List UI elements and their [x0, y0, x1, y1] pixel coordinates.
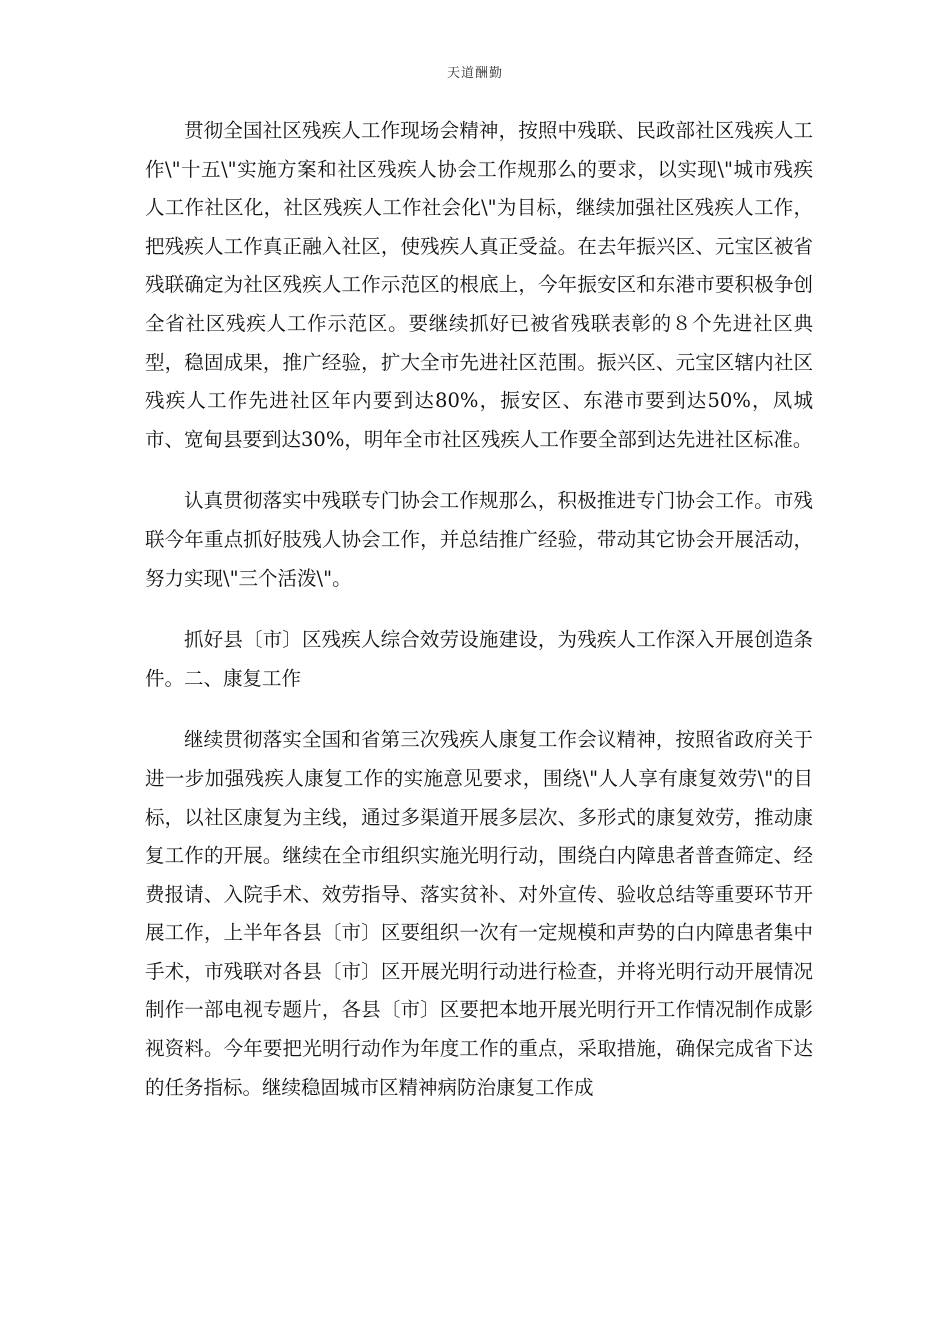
paragraph-special-associations: 认真贯彻落实中残联专门协会工作规那么，积极推进专门协会工作。市残联今年重点抓好肢残人协会工作，并总结推广经验，带动其它协会开展活动，努力实现\"三个活泼\"。 — [145, 489, 813, 590]
paragraph-service-facilities: 抓好县〔市〕区残疾人综合效劳设施建设，为残疾人工作深入开展创造条件。二、康复工作 — [145, 628, 813, 690]
paragraph-rehabilitation: 继续贯彻落实全国和省第三次残疾人康复工作会议精神，按照省政府关于进一步加强残疾人康复工作的实施意见要求，围绕\"人人享有康复效劳\"的目标，以社区康复为主线，通过多渠道开展多层次、多形式的康复效劳，推动康复工作的开展。继续在全市组织实施光明行动，围绕白内障患者普查筛定、经费报请、入院手术、效劳指导、落实贫补、对外宣传、验收总结等重要环节开展工作，上半年各县〔市〕区要组织一次有一定规模和声势的白内障患者集中手术，市残联对各县〔市〕区开展光明行动进行检查，并将光明行动开展情况制作一部电视专题片，各县〔市〕区要把本地开展光明行开工作情况制作成影视资料。今年要把光明行动作为年度工作的重点，采取措施，确保完成省下达的任务指标。继续稳固城市区精神病防治康复工作成 — [145, 728, 813, 1099]
page-header: 天道酬勤 — [446, 66, 503, 81]
document-body — [145, 112, 813, 1130]
paragraph-community-work: 贯彻全国社区残疾人工作现场会精神，按照中残联、民政部社区残疾人工作\"十五\"实施方案和社区残疾人协会工作规那么的要求，以实现\"城市残疾人工作社区化，社区残疾人工作社会化\"为目标，继续加强社区残疾人工作，把残疾人工作真正融入社区，使残疾人真正受益。在去年振兴区、元宝区被省残联确定为社区残疾人工作示范区的根底上，今年振安区和东港市要积极争创全省社区残疾人工作示范区。要继续抓好已被省残联表彰的８个先进社区典型，稳固成果，推广经验，扩大全市先进社区范围。振兴区、元宝区辖内社区残疾人工作先进社区年内要到达80%，振安区、东港市要到达50%，凤城市、宽甸县要到达30%，明年全市社区残疾人工作要全部到达先进社区标准。 — [145, 119, 813, 451]
